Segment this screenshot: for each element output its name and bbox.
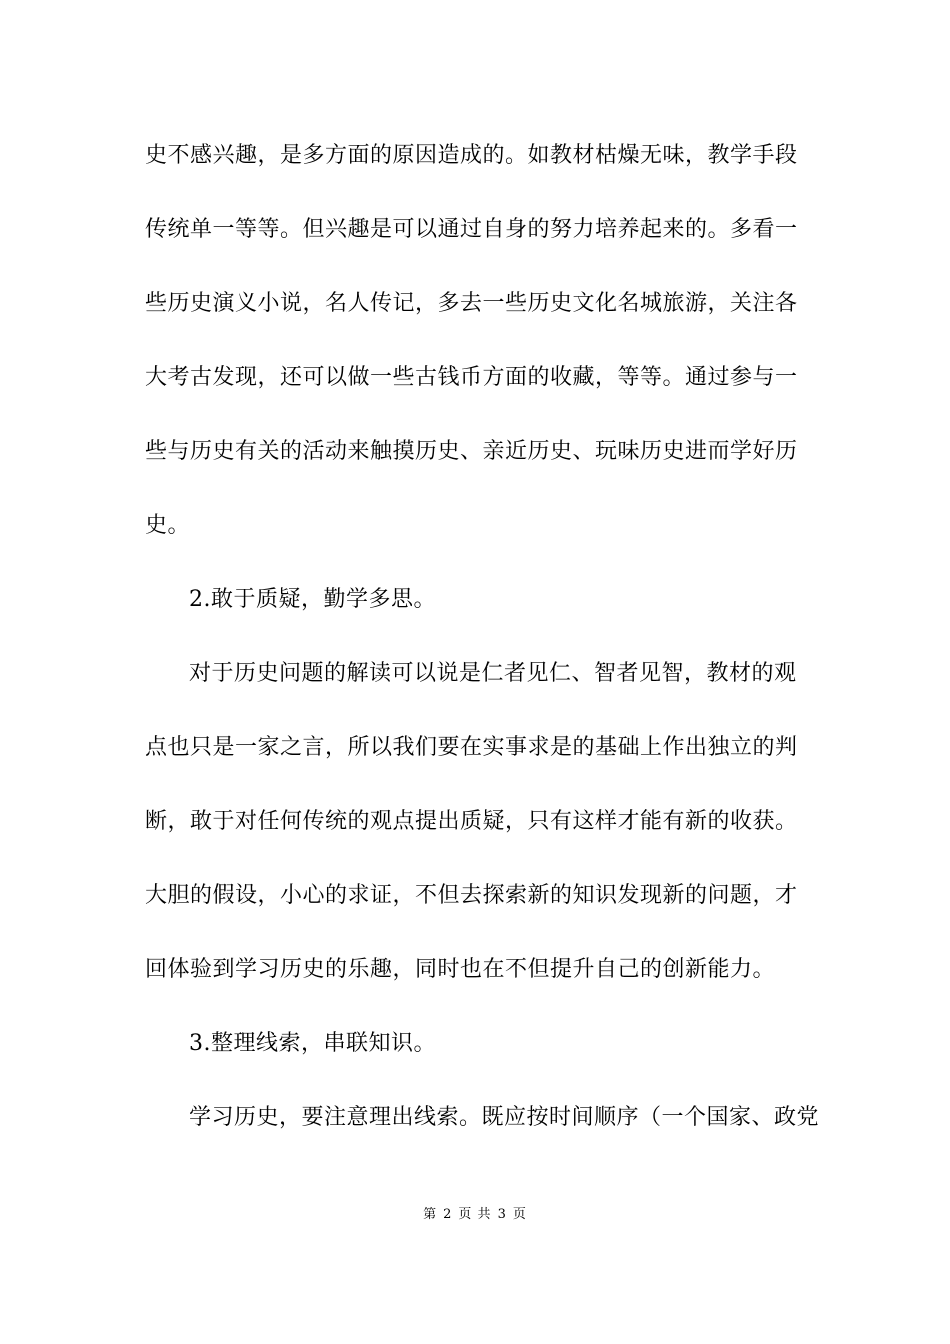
text-line: 些历史演义小说，名人传记，多去一些历史文化名城旅游，关注各 bbox=[145, 291, 798, 316]
text-line: 学习历史，要注意理出线索。既应按时间顺序（一个国家、政党 bbox=[189, 1105, 820, 1130]
text-line: 些与历史有关的活动来触摸历史、亲近历史、玩味历史进而学好历 bbox=[145, 439, 798, 464]
section-heading: 3.整理线索，串联知识。 bbox=[189, 1031, 436, 1056]
text-line: 史不感兴趣，是多方面的原因造成的。如教材枯燥无味，教学手段 bbox=[145, 143, 798, 168]
text-line: 断，敢于对任何传统的观点提出质疑，只有这样才能有新的收获。 bbox=[145, 809, 798, 834]
page-footer bbox=[0, 1206, 950, 1224]
footer-prefix: 第 bbox=[423, 1207, 438, 1222]
text-line: 点也只是一家之言，所以我们要在实事求是的基础上作出独立的判 bbox=[145, 735, 798, 760]
text-line: 对于历史问题的解读可以说是仁者见仁、智者见智，教材的观 bbox=[189, 661, 797, 686]
text-line: 大胆的假设，小心的求证，不但去探索新的知识发现新的问题，才 bbox=[145, 883, 798, 908]
text-line: 大考古发现，还可以做一些古钱币方面的收藏，等等。通过参与一 bbox=[145, 365, 798, 390]
text-line: 回体验到学习历史的乐趣，同时也在不但提升自己的创新能力。 bbox=[145, 957, 776, 982]
footer-mid: 页 共 bbox=[458, 1207, 492, 1222]
text-line: 传统单一等等。但兴趣是可以通过自身的努力培养起来的。多看一 bbox=[145, 217, 798, 242]
total-pages-number: 3 bbox=[497, 1207, 507, 1222]
text-line: 史。 bbox=[145, 513, 191, 538]
footer-suffix: 页 bbox=[512, 1207, 527, 1222]
section-heading: 2.敢于质疑，勤学多思。 bbox=[189, 587, 436, 612]
current-page-number: 2 bbox=[443, 1207, 453, 1222]
